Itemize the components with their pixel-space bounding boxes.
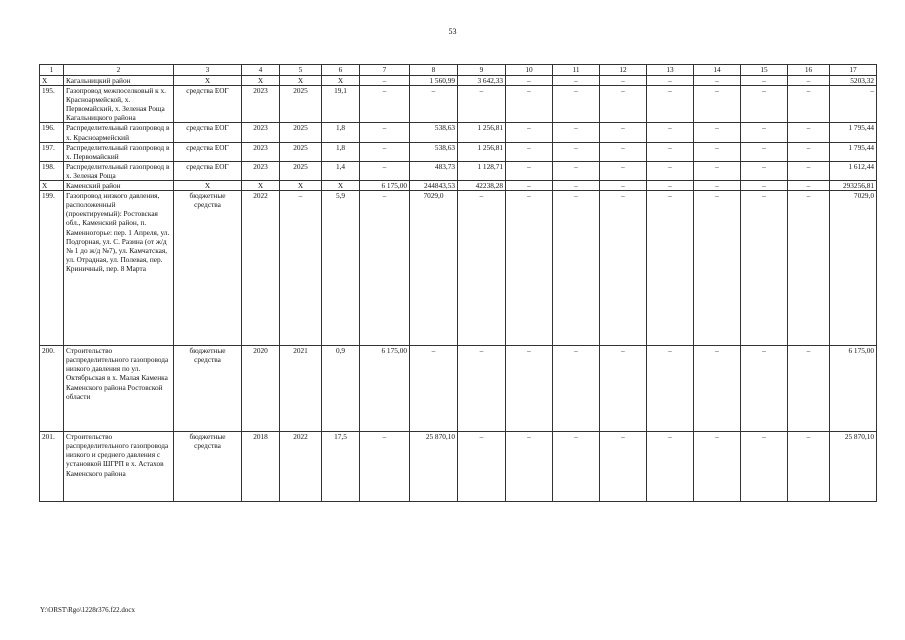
table-cell: – [360,191,410,346]
table-cell: 201. [40,432,64,502]
table-cell: – [600,346,647,432]
table-cell: – [741,346,788,432]
col-header: 7 [360,65,410,76]
table-cell: – [553,86,600,123]
table-cell: 1 612,44 [830,161,877,180]
table-cell: 1 256,81 [458,142,506,161]
col-header: 6 [322,65,360,76]
table-cell: – [458,191,506,346]
col-header: 4 [242,65,280,76]
table-cell: – [600,123,647,142]
table-cell: – [788,181,830,191]
table-cell: 2022 [280,432,322,502]
table-cell: 3 642,33 [458,76,506,86]
table-cell: 25 870,10 [410,432,458,502]
table-cell: – [694,142,741,161]
table-cell: 2023 [242,142,280,161]
table-cell: – [600,142,647,161]
table-cell: 1 795,44 [830,123,877,142]
table-cell: 244843,53 [410,181,458,191]
table-row [40,346,877,432]
table-cell: 293256,81 [830,181,877,191]
table-cell: X [280,181,322,191]
table-cell: – [553,191,600,346]
col-header: 5 [280,65,322,76]
table-cell: – [506,346,553,432]
table-cell: – [694,191,741,346]
table-cell: 198. [40,161,64,180]
table-cell: 5203,32 [830,76,877,86]
table-cell: 42238,28 [458,181,506,191]
table-cell: 5,9 [322,191,360,346]
table-cell: – [553,432,600,502]
table-cell: 196. [40,123,64,142]
table-cell: – [506,123,553,142]
table-cell: – [694,432,741,502]
table-cell: – [647,76,694,86]
table-cell: – [506,161,553,180]
table-cell: Распределительный газопровод в х. Зеленая Роща [64,161,174,180]
table-cell: – [360,432,410,502]
table-cell: – [600,181,647,191]
table-cell: средства ЕОГ [174,123,242,142]
col-header: 1 [40,65,64,76]
table-cell: – [741,191,788,346]
table-cell: 2020 [242,346,280,432]
table-cell: 2025 [280,142,322,161]
table-cell: – [647,142,694,161]
table-cell: 2025 [280,161,322,180]
table-cell: – [553,76,600,86]
table-cell: 2023 [242,86,280,123]
table-cell: – [694,181,741,191]
table-cell: – [694,86,741,123]
table-cell: – [788,123,830,142]
table-cell: 538,63 [410,123,458,142]
table-cell: – [506,181,553,191]
table-cell: Распределительный газопровод в х. Красноармейский [64,123,174,142]
table-cell: 2023 [242,161,280,180]
table-row [40,181,877,191]
table-cell: – [553,181,600,191]
table-cell: X [322,76,360,86]
table-cell: – [647,432,694,502]
table-cell: – [360,76,410,86]
table-cell: средства ЕОГ [174,161,242,180]
header-row [40,65,877,76]
table-cell: 538,63 [410,142,458,161]
table-cell: – [506,86,553,123]
table-cell: 0,9 [322,346,360,432]
table-cell: 197. [40,142,64,161]
table-cell: X [242,181,280,191]
table-cell: 1 795,44 [830,142,877,161]
table-cell: – [694,346,741,432]
table-cell: – [741,142,788,161]
table-cell: 1,8 [322,142,360,161]
table-cell: – [360,161,410,180]
table-cell: – [360,123,410,142]
table-cell: 2021 [280,346,322,432]
table-cell: – [458,86,506,123]
table-row [40,142,877,161]
table-cell: X [40,181,64,191]
table-cell: – [788,76,830,86]
table-cell: – [741,432,788,502]
table-cell: 2018 [242,432,280,502]
table-cell: бюджетные средства [174,432,242,502]
table-cell: – [788,142,830,161]
table-cell: X [174,76,242,86]
table-cell: – [280,191,322,346]
table-cell: – [694,161,741,180]
table-cell: – [506,142,553,161]
table-cell: 6 175,00 [360,181,410,191]
table-cell: 17,5 [322,432,360,502]
table-cell: – [788,432,830,502]
table-cell: 1 128,71 [458,161,506,180]
table-cell: бюджетные средства [174,191,242,346]
table-cell: – [647,346,694,432]
table-cell: – [600,191,647,346]
table-cell: – [360,142,410,161]
table-cell: – [788,161,830,180]
table-cell: 1,4 [322,161,360,180]
table-cell: – [506,191,553,346]
table-cell: Распределительный газопровод в х. Первомайский [64,142,174,161]
table-cell: Газопровод межпоселковый к х. Красноармейской, х. Первомайский, х. Зеленая Роща Кагальницкого района [64,86,174,123]
table-cell: – [647,181,694,191]
table-row [40,86,877,123]
col-header: 14 [694,65,741,76]
table-cell: 2025 [280,123,322,142]
table-cell: 195. [40,86,64,123]
table-cell: – [553,346,600,432]
table-cell: – [788,86,830,123]
table-cell: – [458,346,506,432]
table-cell: – [458,432,506,502]
table-cell: 2023 [242,123,280,142]
col-header: 16 [788,65,830,76]
table-cell: Кагальницкий район [64,76,174,86]
table-cell: – [600,161,647,180]
col-header: 15 [741,65,788,76]
table-row [40,191,877,346]
table-cell: 1 560,99 [410,76,458,86]
table-cell: – [506,432,553,502]
table-row [40,432,877,502]
table-cell: бюджетные средства [174,346,242,432]
table-cell: Газопровод низкого давления, расположенный (проектируемый): Ростовская обл., Каменский район, п. Каменногорье: пер. 1 Апреля, ул. Подгорная, ул. С. Разина (от ж/д № 1 до ж/д №7), ул. Камчатская, ул. Отрадная, ул. Полевая, пер. Криничный, пер. 8 Марта [64,191,174,346]
table-cell: – [647,123,694,142]
table-cell: – [410,86,458,123]
table-cell: 2022 [242,191,280,346]
table-cell: – [600,432,647,502]
table-cell: Строительство распределительного газопровода низкого и среднего давления с установкой ШГРП в х. Астахов Каменского района [64,432,174,502]
table-cell: Строительство распределительного газопровода низкого давления по ул. Октябрьская в х. Малая Каменка Каменского района Ростовской области [64,346,174,432]
table-cell: – [647,86,694,123]
col-header: 10 [506,65,553,76]
table-cell: X [280,76,322,86]
table-cell: – [506,76,553,86]
footer-file-path: Y:\ORST\Rgo\1228r376.f22.docx [40,606,136,614]
table-cell: X [242,76,280,86]
table-cell: – [741,76,788,86]
col-header: 8 [410,65,458,76]
table-cell: – [647,161,694,180]
table-row [40,161,877,180]
table-cell: 7029,0 [410,191,458,346]
page-number: 53 [448,27,457,36]
col-header: 2 [64,65,174,76]
col-header: 11 [553,65,600,76]
col-header: 17 [830,65,877,76]
table-cell: 200. [40,346,64,432]
table-cell: – [741,161,788,180]
col-header: 13 [647,65,694,76]
table-cell: – [647,191,694,346]
col-header: 12 [600,65,647,76]
table-cell: – [694,76,741,86]
table-cell: – [741,181,788,191]
table-cell: – [360,86,410,123]
table-cell: X [40,76,64,86]
table-cell: 2025 [280,86,322,123]
table-cell: – [741,86,788,123]
table-cell: – [600,76,647,86]
table-cell: 6 175,00 [830,346,877,432]
table-cell: – [553,142,600,161]
table-cell: 199. [40,191,64,346]
table-cell: – [410,346,458,432]
table-row [40,76,877,86]
table-cell: X [174,181,242,191]
table-cell: 1,8 [322,123,360,142]
table-cell: 19,1 [322,86,360,123]
table-cell: 7029,0 [830,191,877,346]
table-cell: 483,73 [410,161,458,180]
table-cell: X [322,181,360,191]
table-cell: – [553,123,600,142]
table-cell: – [600,86,647,123]
table-cell: – [788,346,830,432]
table-cell: – [694,123,741,142]
table-cell: – [741,123,788,142]
data-table [39,64,877,502]
table-row [40,123,877,142]
table-cell: – [788,191,830,346]
table-cell: Каменский район [64,181,174,191]
table-cell: средства ЕОГ [174,86,242,123]
table-cell: 25 870,10 [830,432,877,502]
table-cell: 6 175,00 [360,346,410,432]
col-header: 3 [174,65,242,76]
table-cell: – [553,161,600,180]
table-cell: – [830,86,877,123]
table-cell: средства ЕОГ [174,142,242,161]
col-header: 9 [458,65,506,76]
table-cell: 1 256,81 [458,123,506,142]
